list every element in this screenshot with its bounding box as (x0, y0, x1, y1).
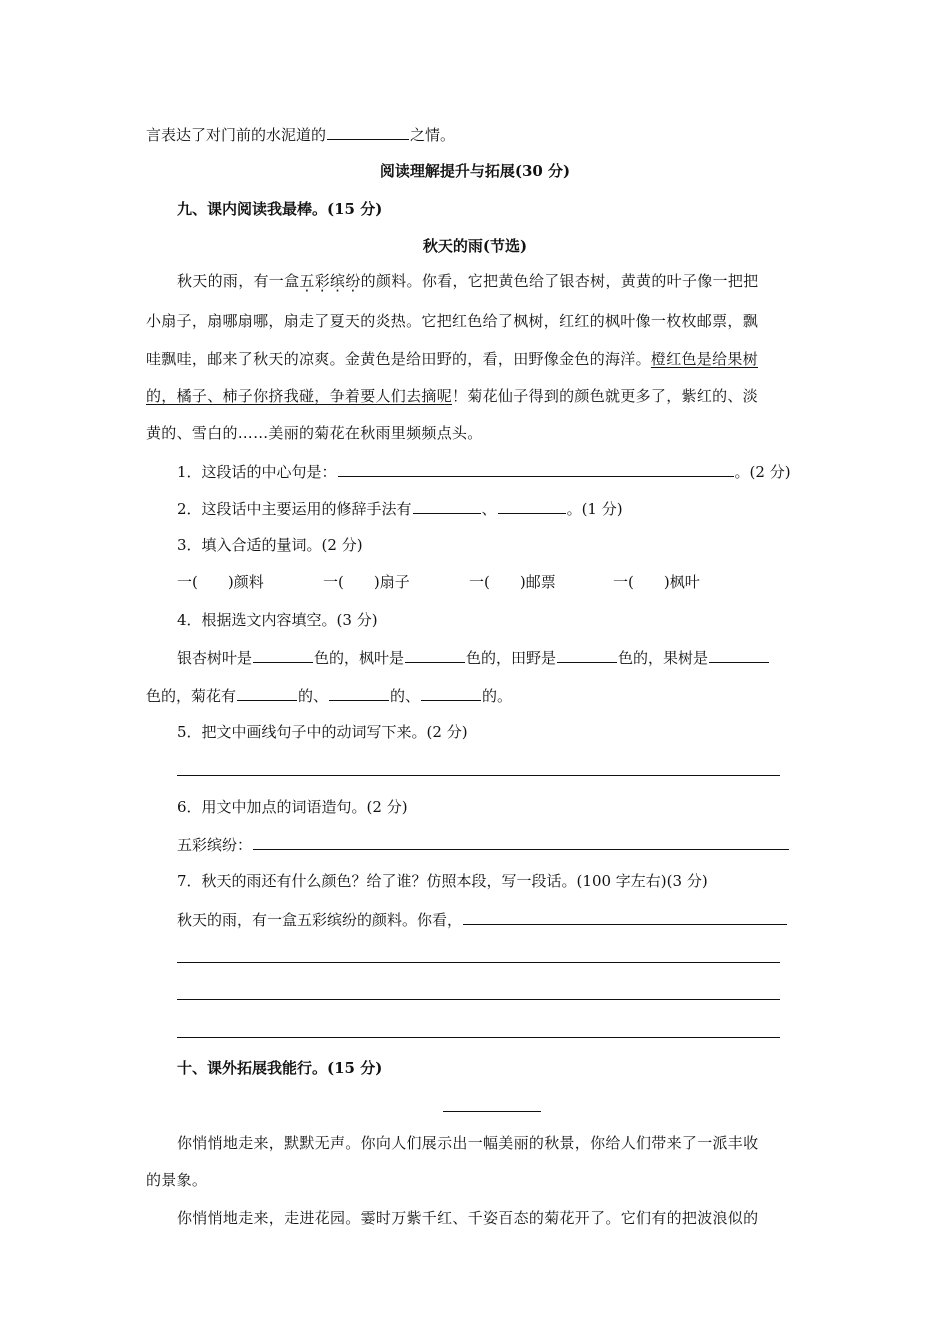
q7-start-row (177, 909, 806, 930)
top-line-before: 言表达了对门前的水泥道的 (146, 126, 327, 144)
title-blank-line[interactable] (443, 1111, 541, 1112)
q4-fill-line-2: 色的，菊花有 的、 的、 的。 (146, 687, 513, 705)
q4-blank[interactable] (709, 647, 769, 663)
dotted-char: 缤 (330, 272, 346, 290)
q7-answer-line[interactable] (177, 999, 780, 1000)
q7-answer-line[interactable] (177, 1037, 780, 1038)
dotted-char: 彩 (314, 272, 331, 290)
top-fill-line (146, 124, 806, 145)
q2-answer-blank-2[interactable] (498, 498, 566, 514)
passage-text: ！菊花仙子得到的颜色就更多了，紫红的、淡 (452, 387, 759, 405)
q3-item-2[interactable]: 一( )扇子 (323, 573, 410, 591)
passage-line-4 (146, 386, 806, 406)
question-6: 6．用文中加点的词语造句。(2 分) (177, 798, 408, 816)
section-title: 阅读理解提升与拓展(30 分) (379, 162, 571, 180)
passage-line-2: 小扇子，扇哪扇哪，扇走了夏天的炎热。它把红色给了枫树，红红的枫叶像一枚枚邮票，飘 (146, 312, 759, 330)
question-5: 5．把文中画线句子中的动词写下来。(2 分) (177, 723, 468, 741)
question-2 (177, 498, 806, 519)
dotted-char: 纷 (345, 272, 361, 290)
passage-text: 哇飘哇，邮来了秋天的凉爽。金黄色是给田野的，看，田野像金色的海洋。 (146, 350, 651, 368)
q7-answer-blank[interactable] (463, 909, 787, 925)
passage-line-3 (146, 349, 806, 369)
question-2-score: 。(1 分) (566, 500, 623, 518)
q6-answer-blank[interactable] (253, 834, 789, 850)
q1-answer-blank[interactable] (338, 461, 734, 477)
part10-heading: 十、课外拓展我能行。(15 分) (177, 1059, 383, 1077)
passage-line-1 (177, 271, 806, 291)
q4-blank[interactable] (237, 685, 297, 701)
top-line-after: 之情。 (410, 126, 456, 144)
passage-line-5: 黄的、雪白的……美丽的菊花在秋雨里频频点头。 (146, 424, 483, 442)
question-1-text: 1．这段话的中心句是： (177, 463, 337, 481)
underlined-sentence: 的，橘子、柿子你挤我碰，争着要人们去摘呢 (146, 387, 453, 405)
part9-heading: 九、课内阅读我最棒。(15 分) (177, 200, 383, 218)
q5-answer-line[interactable] (177, 775, 780, 776)
q7-answer-line[interactable] (177, 962, 780, 963)
question-2-text: 2．这段话中主要运用的修辞手法有 (177, 500, 412, 518)
question-1-score: 。(2 分) (734, 463, 791, 481)
q4-blank[interactable] (253, 647, 313, 663)
q2-separator: 、 (481, 500, 497, 518)
q3-item-1[interactable]: 一( )颜料 (177, 573, 264, 591)
passage-title: 秋天的雨(节选) (422, 237, 528, 255)
q4-blank[interactable] (405, 647, 465, 663)
question-4: 4．根据选文内容填空。(3 分) (177, 611, 378, 629)
q2-answer-blank-1[interactable] (413, 498, 481, 514)
q3-item-3[interactable]: 一( )邮票 (469, 573, 556, 591)
underlined-sentence: 橙红色是给果树 (650, 350, 759, 368)
passage-text: 秋天的雨，有一盒 (177, 272, 300, 290)
top-line-blank[interactable] (327, 124, 409, 140)
q3-item-4[interactable]: 一( )枫叶 (613, 573, 700, 591)
q7-start-text: 秋天的雨，有一盒五彩缤纷的颜料。你看， (177, 911, 463, 929)
question-3: 3．填入合适的量词。(2 分) (177, 536, 363, 554)
dotted-char: 五 (299, 272, 315, 290)
q4-blank[interactable] (421, 685, 481, 701)
q6-answer-row (177, 834, 806, 855)
q4-fill-line-1: 银杏树叶是 色的，枫叶是 色的，田野是 色的，果树是 (177, 647, 806, 668)
question-1 (177, 461, 806, 482)
question-7: 7．秋天的雨还有什么颜色？给了谁？仿照本段，写一段话。(100 字左右)(3 分) (177, 872, 708, 890)
q4-blank[interactable] (329, 685, 389, 701)
q4-blank[interactable] (557, 647, 617, 663)
part10-paragraph-2-line-1: 你悄悄地走来，走进花园。霎时万紫千红、千姿百态的菊花开了。它们有的把波浪似的 (177, 1209, 759, 1227)
part10-paragraph-1-line-2: 的景象。 (146, 1171, 208, 1189)
q6-label: 五彩缤纷： (177, 836, 253, 854)
passage-text: 的颜料。你看，它把黄色给了银杏树，黄黄的叶子像一把把 (360, 272, 759, 290)
part10-paragraph-1-line-1: 你悄悄地走来，默默无声。你向人们展示出一幅美丽的秋景，你给人们带来了一派丰收 (177, 1134, 759, 1152)
